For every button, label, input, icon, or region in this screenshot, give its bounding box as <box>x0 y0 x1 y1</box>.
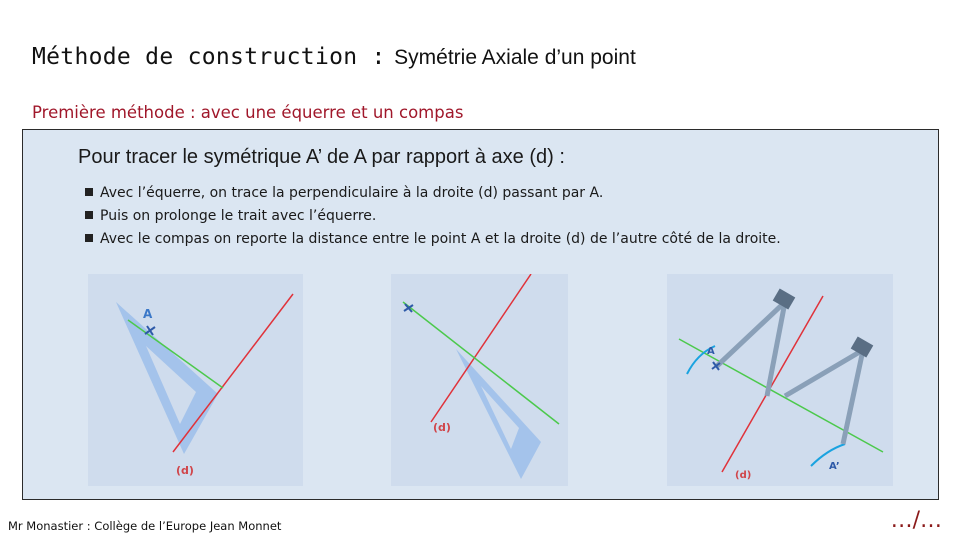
perpendicular-line <box>403 302 559 424</box>
compass-icon <box>785 336 873 444</box>
line-d-label: (d) <box>176 464 194 477</box>
line-d-label: (d) <box>735 470 752 481</box>
method-subtitle: Première méthode : avec une équerre et un compas <box>32 103 464 122</box>
steps-list <box>85 182 781 251</box>
continue-mark: …/… <box>890 508 942 533</box>
footer-author: Mr Monastier : Collège de l’Europe Jean Monnet <box>8 519 282 533</box>
compass-icon <box>717 288 795 396</box>
bullet-square-icon <box>85 188 93 196</box>
step-item <box>85 228 781 251</box>
point-a-label: A <box>707 346 715 357</box>
step-text: Avec l’équerre, on trace la perpendiculaire à la droite (d) passant par A. <box>100 185 604 201</box>
line-d <box>431 274 531 422</box>
figure-step-3 <box>667 274 893 486</box>
bullet-square-icon <box>85 211 93 219</box>
step-text: Puis on prolonge le trait avec l’équerre. <box>100 208 377 224</box>
figure-step-2 <box>391 274 568 486</box>
page-title <box>32 44 636 70</box>
step-item <box>85 182 781 205</box>
compass-arc-image <box>811 444 845 466</box>
title-sub: Symétrie Axiale d’un point <box>394 46 636 69</box>
step-item <box>85 205 781 228</box>
content-panel <box>22 129 939 500</box>
title-main: Méthode de construction : <box>32 44 386 70</box>
line-d-label: (d) <box>433 421 451 434</box>
intro-text: Pour tracer le symétrique A’ de A par rapport à axe (d) : <box>78 146 565 168</box>
point-a-prime-label: A’ <box>829 461 840 472</box>
step-text: Avec le compas on reporte la distance entre le point A et la droite (d) de l’autre côté de la droite. <box>100 231 781 247</box>
bullet-square-icon <box>85 234 93 242</box>
point-a-label: A <box>143 307 153 321</box>
figure-step-1 <box>88 274 303 486</box>
